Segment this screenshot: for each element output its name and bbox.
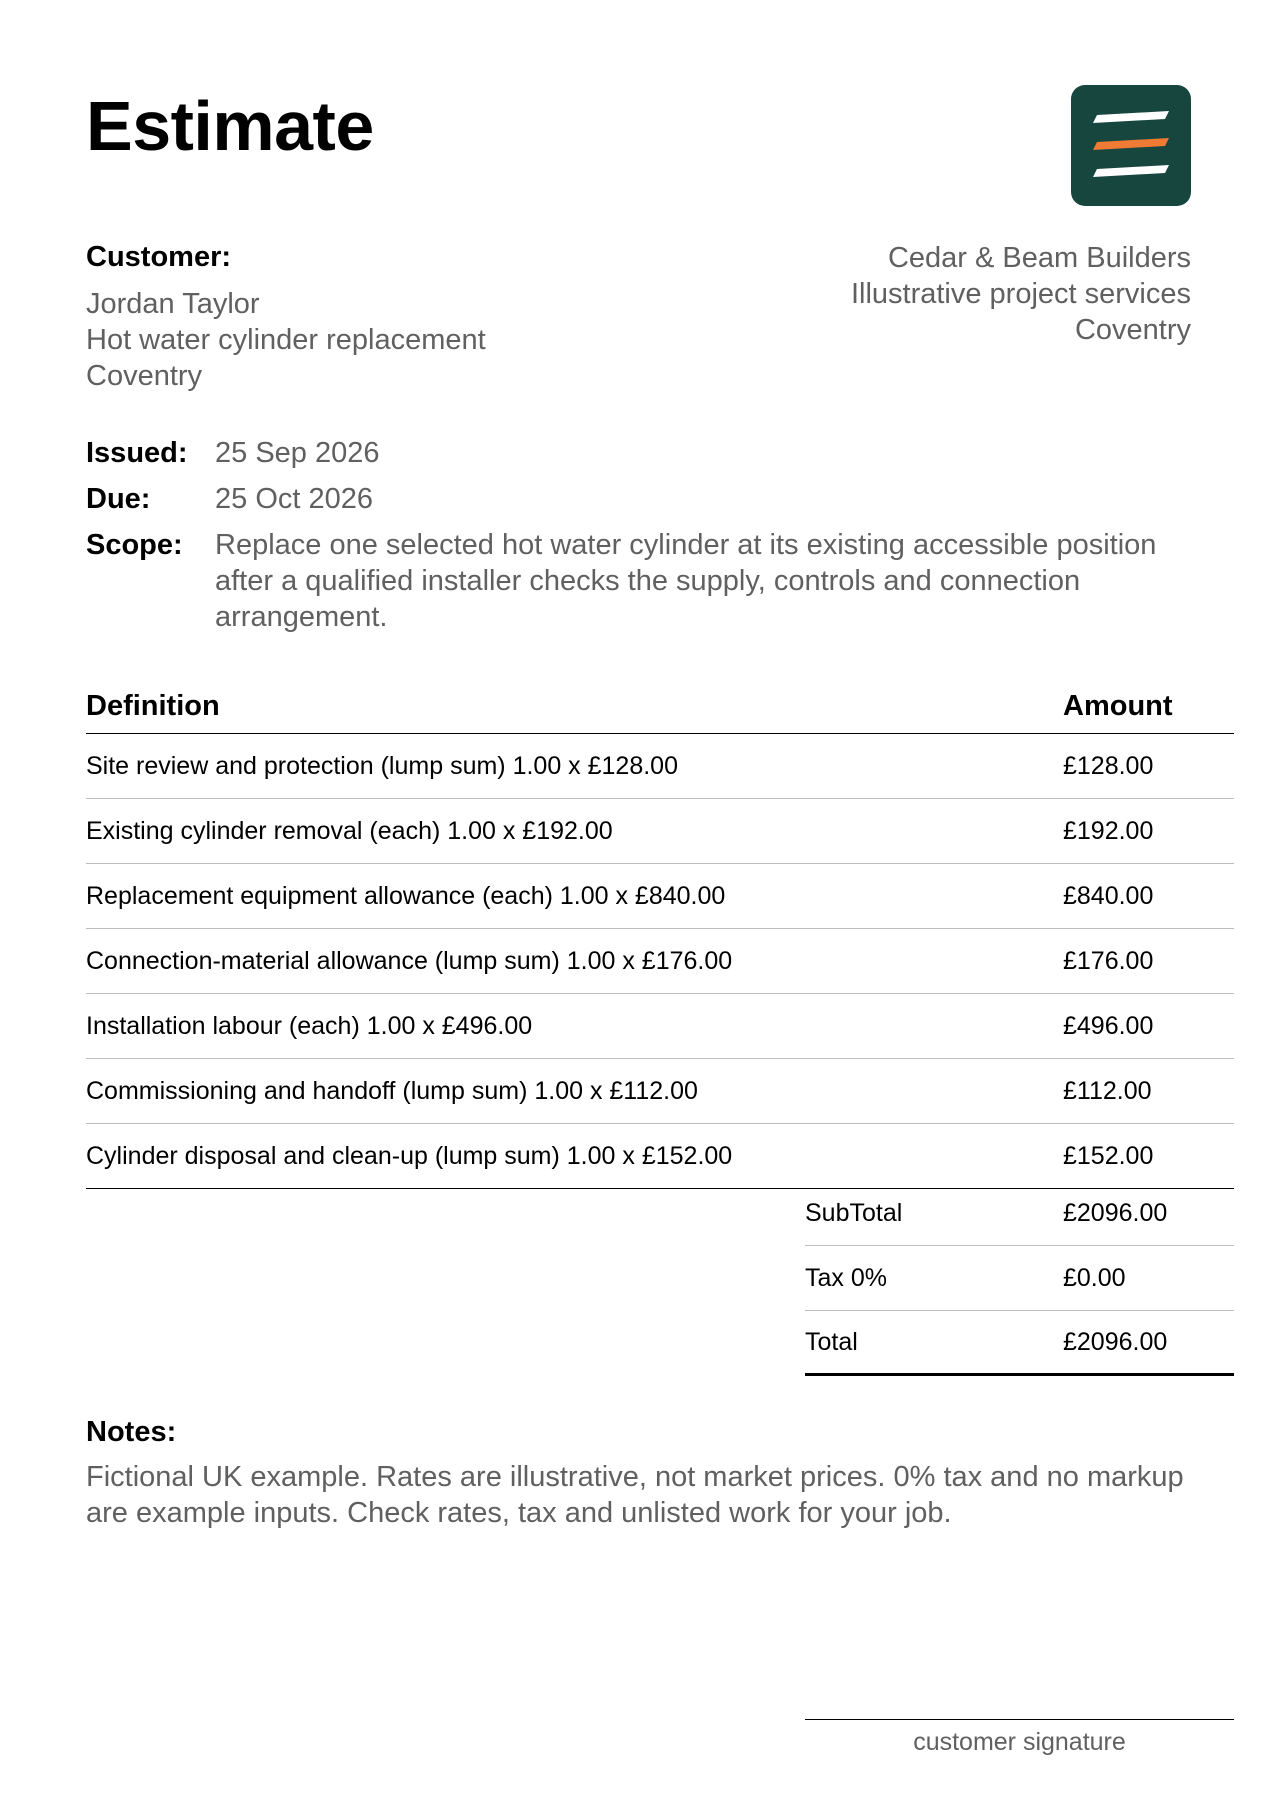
page-title: Estimate xyxy=(86,87,374,165)
item-definition: Cylinder disposal and clean-up (lump sum) 1.00 x £152.00 xyxy=(86,1141,733,1170)
item-definition: Replacement equipment allowance (each) 1.00 x £840.00 xyxy=(86,881,726,910)
estimate-meta xyxy=(86,435,1236,645)
amount-header: Amount xyxy=(1063,690,1173,722)
company-tagline: Illustrative project services xyxy=(850,278,1191,310)
item-amount: £496.00 xyxy=(1063,1011,1154,1040)
table-row xyxy=(86,1124,1234,1189)
table-row xyxy=(86,799,1234,864)
company-name: Cedar & Beam Builders xyxy=(887,242,1191,274)
subtotal-row xyxy=(805,1181,1234,1246)
item-definition: Installation labour (each) 1.00 x £496.00 xyxy=(86,1011,533,1040)
table-row xyxy=(86,1059,1234,1124)
company-logo xyxy=(1071,85,1191,206)
item-amount: £112.00 xyxy=(1063,1076,1152,1105)
tax-row xyxy=(805,1246,1234,1311)
total-label: Total xyxy=(805,1327,858,1356)
total-row xyxy=(805,1311,1234,1376)
customer-project: Hot water cylinder replacement xyxy=(86,324,486,356)
signature-label: customer signature xyxy=(913,1728,1126,1756)
line-items-table xyxy=(86,690,1234,1189)
total-value: £2096.00 xyxy=(1063,1327,1168,1356)
table-row xyxy=(86,994,1234,1059)
notes-block xyxy=(86,1416,1216,1531)
signature-line[interactable] xyxy=(805,1719,1234,1757)
customer-block xyxy=(86,241,486,394)
item-amount: £176.00 xyxy=(1063,946,1154,975)
totals-block xyxy=(805,1181,1234,1376)
customer-location: Coventry xyxy=(86,360,203,392)
issued-row xyxy=(86,435,1236,471)
table-row xyxy=(86,864,1234,929)
item-definition: Site review and protection (lump sum) 1.00 x £128.00 xyxy=(86,751,678,780)
notes-label: Notes: xyxy=(86,1416,177,1448)
customer-label: Customer: xyxy=(86,241,232,273)
tax-value: £0.00 xyxy=(1063,1263,1126,1292)
company-location: Coventry xyxy=(1074,314,1191,346)
due-value: 25 Oct 2026 xyxy=(215,483,373,515)
table-row xyxy=(86,734,1234,799)
due-row xyxy=(86,481,1236,517)
definition-header: Definition xyxy=(86,690,220,722)
due-label: Due: xyxy=(86,483,151,515)
scope-row xyxy=(86,527,1236,635)
layers-icon xyxy=(1071,85,1191,206)
item-definition: Existing cylinder removal (each) 1.00 x £192.00 xyxy=(86,816,613,845)
subtotal-value: £2096.00 xyxy=(1063,1198,1168,1227)
issued-value: 25 Sep 2026 xyxy=(215,437,380,469)
item-definition: Connection-material allowance (lump sum) 1.00 x £176.00 xyxy=(86,946,733,975)
issued-label: Issued: xyxy=(86,437,188,469)
customer-name: Jordan Taylor xyxy=(86,288,260,320)
subtotal-label: SubTotal xyxy=(805,1198,903,1227)
company-block xyxy=(851,240,1191,348)
item-amount: £128.00 xyxy=(1063,751,1154,780)
notes-text: Fictional UK example. Rates are illustrative, not market prices. 0% tax and no markup are example inputs. Check rates, tax and unlisted work for your job. xyxy=(86,1461,1184,1529)
scope-value: Replace one selected hot water cylinder at its existing accessible position after a qualified installer checks the supply, controls and connection arrangement. xyxy=(215,529,1157,633)
scope-label: Scope: xyxy=(86,529,183,561)
item-amount: £192.00 xyxy=(1063,816,1154,845)
table-row xyxy=(86,929,1234,994)
tax-label: Tax 0% xyxy=(805,1263,887,1292)
item-amount: £840.00 xyxy=(1063,881,1154,910)
item-definition: Commissioning and handoff (lump sum) 1.00 x £112.00 xyxy=(86,1076,698,1105)
table-header xyxy=(86,690,1234,734)
item-amount: £152.00 xyxy=(1063,1141,1154,1170)
